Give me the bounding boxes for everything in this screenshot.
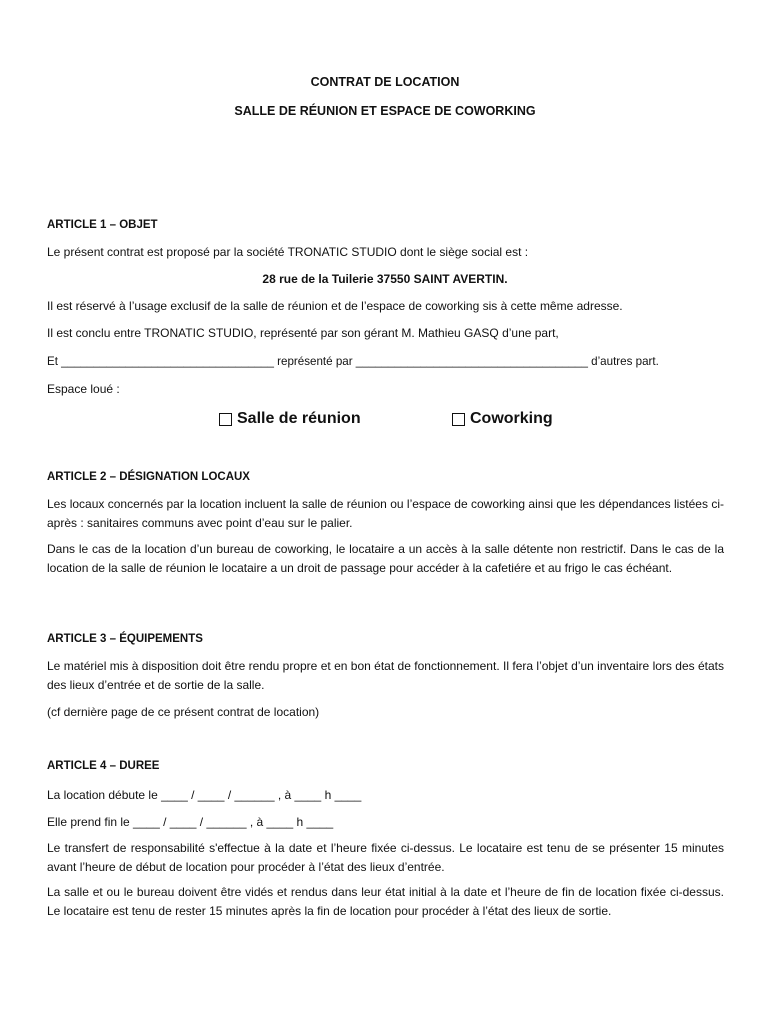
article-1-parties-line: Et _________________________________ représenté par ____________________________________ d’autres part. [47, 355, 659, 368]
rental-start-line: La location débute le ____ / ____ / ______ , à ____ h ____ [47, 788, 362, 802]
meeting-room-checkbox[interactable] [219, 413, 232, 426]
meeting-room-label: Salle de réunion [237, 410, 361, 427]
article-4-para-1: Le transfert de responsabilité s'effectue à la date et l’heure fixée ci-dessus. Le locataire est tenu de se présenter 15 minutes avant l’heure de début de location pour procéder à l’état des lieux d’entrée. [47, 841, 724, 874]
article-2-para-2: Dans le cas de la location d’un bureau de coworking, le locataire a un accès à la salle détente non restrictif. Dans le cas de la location de la salle de réunion le locataire a un droit de passage pour accéder à la cafetiére et au frigo le cas échéant. [47, 542, 724, 575]
article-4-para-2: La salle et ou le bureau doivent être vidés et rendus dans leur état initial à la date et l’heure de fin de location fixée ci-dessus. Le locataire est tenu de rester 15 minutes après la fin de location pour procéder à l’état des lieux de sortie. [47, 885, 724, 918]
article-1-line-3: Il est conclu entre TRONATIC STUDIO, représenté par son gérant M. Mathieu GASQ d’une part, [47, 326, 559, 340]
article-1-heading: ARTICLE 1 – OBJET [47, 219, 158, 231]
article-2-para-1: Les locaux concernés par la location incluent la salle de réunion ou l’espace de coworking ainsi que les dépendances listées ci-après : sanitaires communs avec point d’eau sur le palier. [47, 497, 724, 530]
option-meeting-room[interactable] [219, 410, 361, 428]
space-rented-label: Espace loué : [47, 382, 120, 396]
article-1-line-1: Le présent contrat est proposé par la société TRONATIC STUDIO dont le siège social est : [47, 245, 529, 259]
article-4-heading: ARTICLE 4 – DUREE [47, 760, 160, 772]
document-subtitle: SALLE DE RÉUNION ET ESPACE DE COWORKING [234, 104, 536, 118]
company-address: 28 rue de la Tuilerie 37550 SAINT AVERTIN. [262, 272, 508, 286]
article-2-heading: ARTICLE 2 – DÉSIGNATION LOCAUX [47, 471, 250, 483]
option-coworking[interactable] [452, 410, 553, 428]
article-1-line-2: Il est réservé à l’usage exclusif de la salle de réunion et de l’espace de coworking sis à cette même adresse. [47, 299, 623, 313]
article-3-para-1: Le matériel mis à disposition doit être rendu propre et en bon état de fonctionnement. Il fera l’objet d’un inventaire lors des états des lieux d’entrée et de sortie de la salle. [47, 659, 724, 692]
coworking-label: Coworking [470, 410, 553, 427]
document-title: CONTRAT DE LOCATION [310, 75, 460, 89]
article-3-heading: ARTICLE 3 – ÉQUIPEMENTS [47, 633, 203, 645]
coworking-checkbox[interactable] [452, 413, 465, 426]
article-3-para-2: (cf dernière page de ce présent contrat de location) [47, 705, 320, 719]
rental-end-line: Elle prend fin le ____ / ____ / ______ , à ____ h ____ [47, 815, 334, 829]
